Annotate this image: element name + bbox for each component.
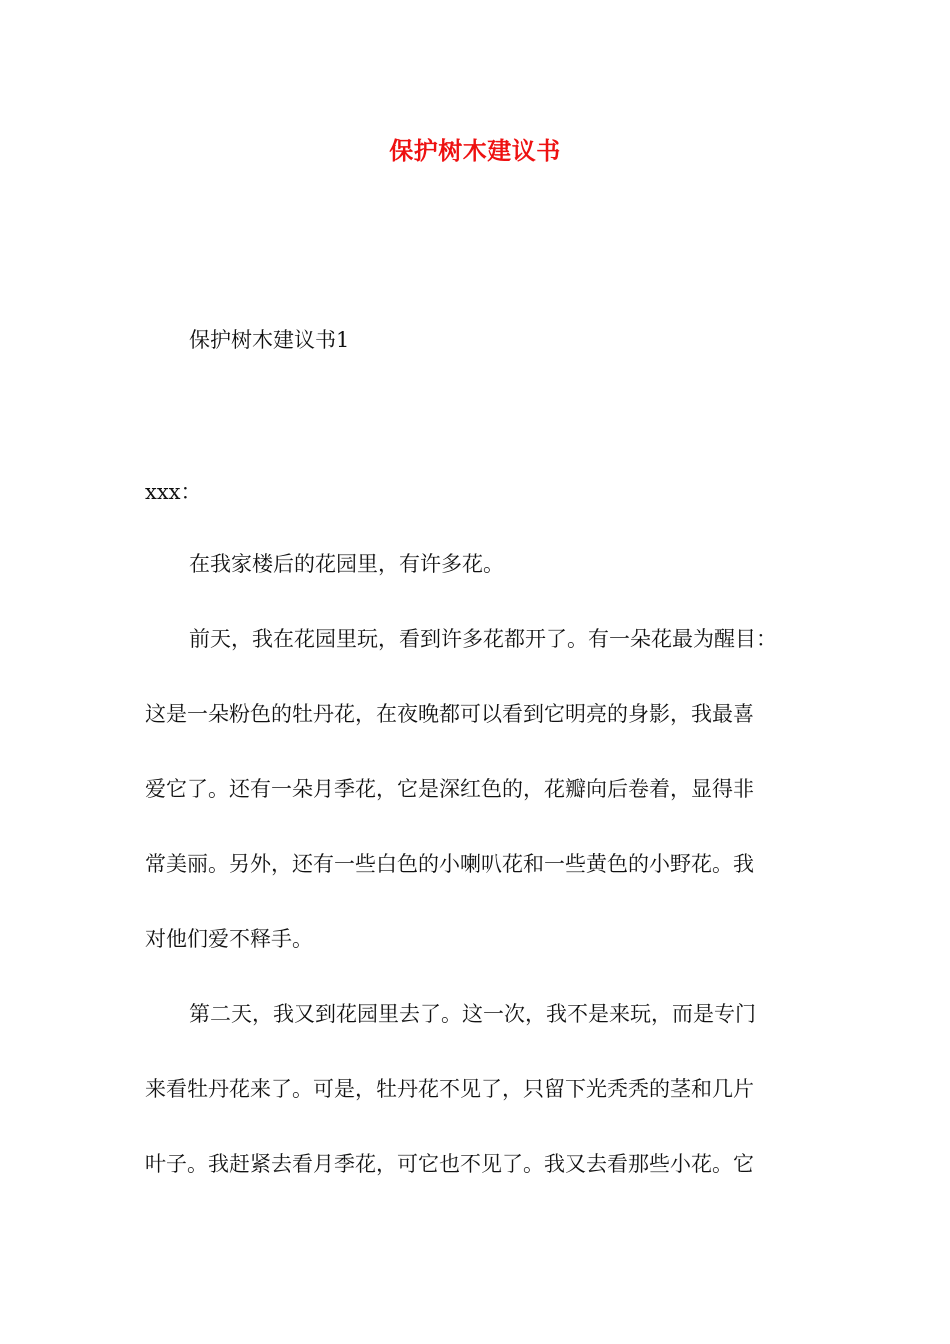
document-title: 保护树木建议书 bbox=[389, 136, 561, 165]
paragraph-line: 叶子。我赶紧去看月季花，可它也不见了。我又去看那些小花。它 bbox=[145, 1152, 754, 1176]
paragraph-line: 前天，我在花园里玩，看到许多花都开了。有一朵花最为醒目： bbox=[189, 627, 777, 651]
paragraph-line: 第二天，我又到花园里去了。这一次，我不是来玩，而是专门 bbox=[189, 1002, 756, 1026]
paragraph-line: 在我家楼后的花园里，有许多花。 bbox=[189, 552, 504, 576]
section-heading: 保护树木建议书1 bbox=[189, 328, 350, 352]
salutation: xxx： bbox=[145, 480, 202, 504]
paragraph-line: 常美丽。另外，还有一些白色的小喇叭花和一些黄色的小野花。我 bbox=[145, 852, 754, 876]
paragraph-line: 这是一朵粉色的牡丹花，在夜晚都可以看到它明亮的身影，我最喜 bbox=[145, 702, 754, 726]
paragraph-line: 对他们爱不释手。 bbox=[145, 927, 313, 951]
paragraph-line: 来看牡丹花来了。可是，牡丹花不见了，只留下光秃秃的茎和几片 bbox=[145, 1077, 754, 1101]
paragraph-line: 爱它了。还有一朵月季花，它是深红色的，花瓣向后卷着，显得非 bbox=[145, 777, 754, 801]
